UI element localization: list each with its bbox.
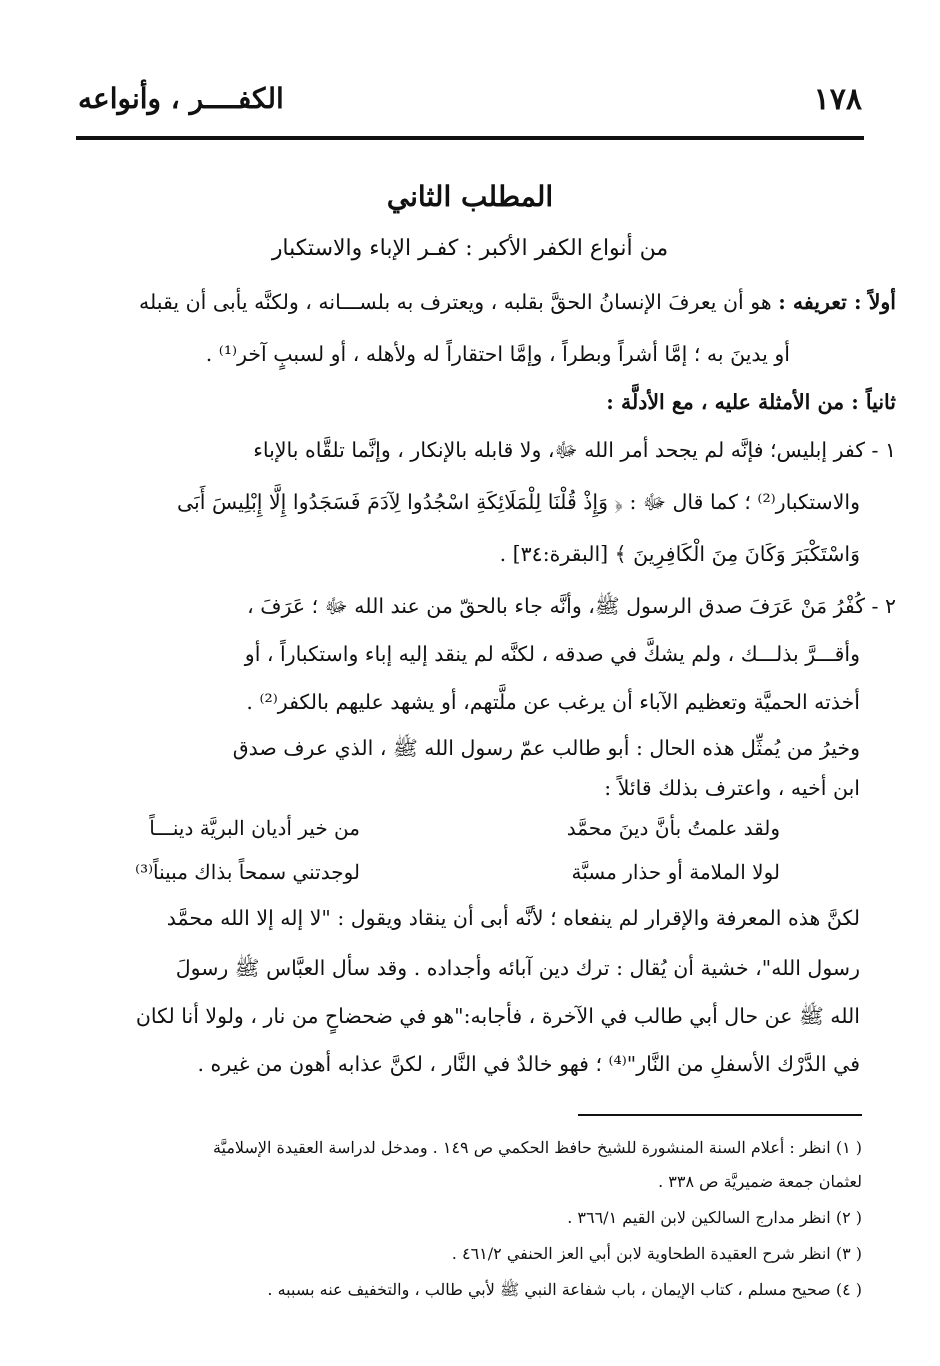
poem-line-2-hemistich-2: لوجدتني سمحاً بذاك مبيناً⁽³⁾ xyxy=(135,860,360,884)
example-2-line-5: ابن أخيه ، واعترف بذلك قائلاً : xyxy=(604,776,860,800)
example-1-line-1: ١ - كفر إبليس؛ فإنَّه لم يجحد أمر الله ﷻ، ولا قابله بالإنكار ، وإنَّما تلقَّاه بالإباء xyxy=(253,438,896,462)
definition-line-1 xyxy=(139,290,896,314)
section-subtitle: من أنواع الكفر الأكبر : كفـر الإباء والاستكبار xyxy=(271,236,669,261)
poem-line-1-hemistich-1: ولقد علمتُ بأنَّ دينَ محمَّد xyxy=(566,816,780,840)
footnote-1-line-1: ( ١) انظر : أعلام السنة المنشورة للشيخ حافظ الحكمي ص ١٤٩ . ومدخل لدراسة العقيدة الإسلاميَّة xyxy=(212,1138,862,1157)
example-2-line-3: أخذته الحميَّة وتعظيم الآباء أن يرغب عن ملَّتهم، أو يشهد عليهم بالكفر⁽²⁾ . xyxy=(246,690,860,714)
page-header xyxy=(78,82,862,122)
footnote-4: ( ٤) صحيح مسلم ، كتاب الإيمان ، باب شفاعة النبي ﷺ لأبي طالب ، والتخفيف عنه بسببه . xyxy=(267,1280,862,1299)
example-1-line-2: والاستكبار⁽²⁾ ؛ كما قال ﷻ : ﴿ وَإِذْ قُلْنَا لِلْمَلَائِكَةِ اسْجُدُوا لِآدَمَ فَسَجَدُوا إِلَّا إِبْلِيسَ أَبَى xyxy=(176,490,860,514)
definition-line-2: أو يدينَ به ؛ إمَّا أشراً وبطراً ، وإمَّا احتقاراً له ولأهله ، أو لسببٍ آخر⁽¹⁾ . xyxy=(205,342,790,366)
poem-line-1-hemistich-2: من خير أديان البريَّة دينـــاً xyxy=(149,816,360,840)
paragraph-3-line-4: في الدَّرْك الأسفلِ من النَّار"⁽⁴⁾ ؛ فهو خالدٌ في النَّار ، لكنَّ عذابه أهون من غيره . xyxy=(197,1052,860,1076)
footnote-1-line-2: لعثمان جمعة ضميريَّة ص ٣٣٨ . xyxy=(658,1172,862,1191)
header-rule xyxy=(76,136,864,140)
page-number: ١٧٨ xyxy=(813,82,862,117)
section-title: المطلب الثاني xyxy=(386,180,554,213)
example-2-line-4: وخيرُ من يُمثِّل هذه الحال : أبو طالب عمّ رسول الله ﷺ ، الذي عرف صدق xyxy=(232,736,860,760)
examples-label: ثانياً : من الأمثلة عليه ، مع الأدلَّة : xyxy=(606,390,896,414)
paragraph-3-line-1: لكنَّ هذه المعرفة والإقرار لم ينفعاه ؛ لأنَّه أبى أن ينقاد ويقول : "لا إله إلا الله محمَّد xyxy=(166,906,860,930)
example-2-line-1: ٢ - كُفْرُ مَنْ عَرَفَ صدق الرسول ﷺ، وأنَّه جاء بالحقّ من عند الله ﷻ ؛ عَرَفَ ، xyxy=(247,594,896,618)
footnote-3: ( ٣) انظر شرح العقيدة الطحاوية لابن أبي العز الحنفي ٤٦١/٢ . xyxy=(451,1244,862,1263)
running-title: الكفــــر ، وأنواعه xyxy=(78,82,284,115)
poem-line-2-hemistich-1: لولا الملامة أو حذار مسبَّة xyxy=(571,860,780,884)
footnote-2: ( ٢) انظر مدارج السالكين لابن القيم ٣٦٦/١ . xyxy=(567,1208,862,1227)
paragraph-3-line-3: الله ﷺ عن حال أبي طالب في الآخرة ، فأجابه:"هو في ضحضاحٍ من نار ، ولولا أنا لكان xyxy=(135,1004,860,1028)
example-2-line-2: وأقـــرَّ بذلـــك ، ولم يشكَّ في صدقه ، لكنَّه لم ينقد إليه إباء واستكباراً ، أو xyxy=(244,642,860,666)
example-1-line-3: وَاسْتَكْبَرَ وَكَانَ مِنَ الْكَافِرِينَ ﴾ [البقرة:٣٤] . xyxy=(499,542,860,566)
definition-text: هو أن يعرفَ الإنسانُ الحقَّ بقلبه ، ويعترف به بلســـانه ، ولكنَّه يأبى أن يقبله xyxy=(139,290,772,314)
paragraph-3-line-2: رسول الله"، خشية أن يُقال : ترك دين آبائه وأجداده . وقد سأل العبَّاس ﷺ رسولَ xyxy=(175,956,860,980)
definition-label: أولاً : تعريفه : xyxy=(778,290,896,314)
footnote-rule xyxy=(578,1114,862,1116)
